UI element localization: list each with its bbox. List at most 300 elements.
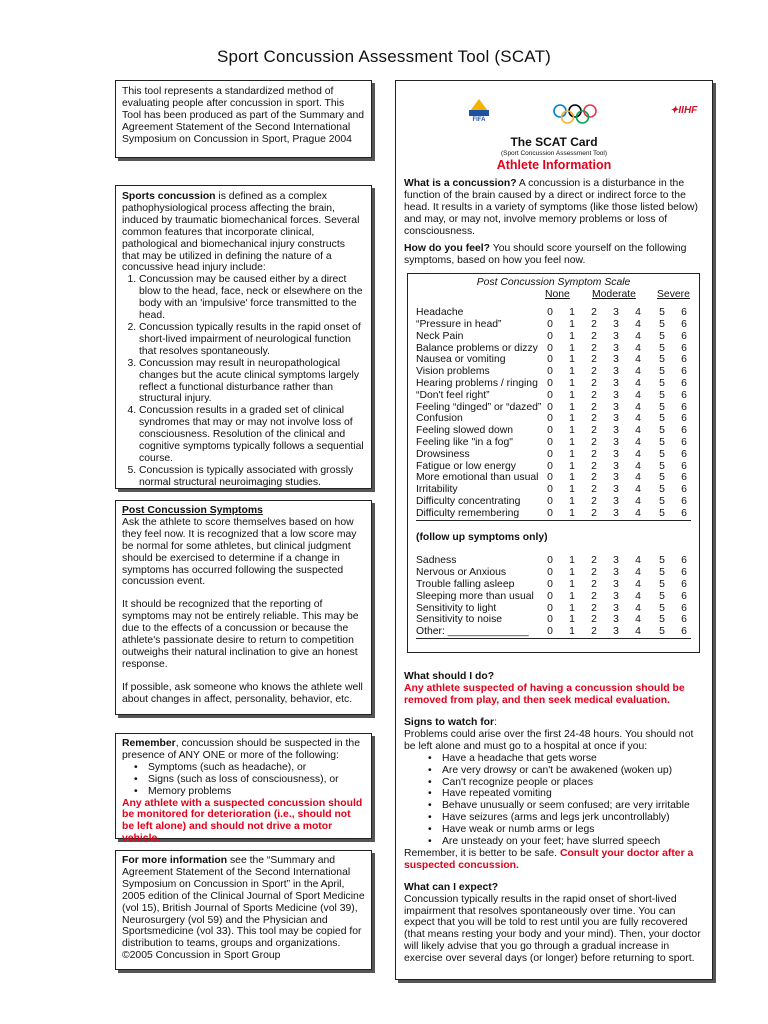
- score-4[interactable]: 4: [635, 460, 641, 472]
- how-do-you-feel: [404, 243, 704, 267]
- score-3[interactable]: 3: [613, 436, 619, 448]
- symptom-row: [408, 461, 699, 473]
- definition-item: 4. Concussion results in a graded set of clinical syndromes that may or may not involve loss of consciousness. Resolution of the clinical and cognitive symptoms typically follows a sequential course.: [139, 405, 365, 465]
- score-0[interactable]: 0: [547, 448, 553, 460]
- score-4[interactable]: 4: [635, 602, 641, 614]
- score-3[interactable]: 3: [613, 472, 619, 484]
- score-0[interactable]: 0: [547, 507, 553, 519]
- score-5[interactable]: 5: [659, 389, 665, 401]
- score-4[interactable]: 4: [635, 448, 641, 460]
- score-4[interactable]: 4: [635, 567, 641, 579]
- feel-question: How do you feel?: [404, 243, 491, 255]
- score-3[interactable]: 3: [613, 401, 619, 413]
- score-3[interactable]: 3: [613, 448, 619, 460]
- score-1[interactable]: 1: [569, 555, 575, 567]
- score-6[interactable]: 6: [681, 307, 687, 319]
- definition-item: 3. Concussion may result in neuropathological changes but the acute clinical symptoms largely reflect a functional disturbance rather than structural injury.: [139, 358, 365, 406]
- symptom-label: Feeling “dinged” or “dazed”: [416, 401, 542, 413]
- score-3[interactable]: 3: [613, 354, 619, 366]
- scale-header-moderate: Moderate: [592, 289, 636, 301]
- remember-item: • Symptoms (such as headache), or: [148, 762, 365, 774]
- score-1[interactable]: 1: [569, 366, 575, 378]
- score-6[interactable]: 6: [681, 507, 687, 519]
- more-info-box: [115, 850, 372, 970]
- score-0[interactable]: 0: [547, 567, 553, 579]
- intro-text: This tool represents a standardized method of evaluating people after concussion in sport. This Tool has been produced as part of the Summary and Agreement Statement of the Second International Symposium on Concussion in Sport, Prague 2004: [122, 86, 365, 145]
- score-1[interactable]: 1: [569, 590, 575, 602]
- symptom-row: [408, 378, 699, 390]
- expect-answer: Concussion typically results in the rapid onset of short-lived impairment that resolves spontaneously over time. You can expect that you will be told to rest until you are fully recovered (that means resting your body and your mind). Then, your doctor will likely advise that you go through a gradual increase in exercise over several days (or longer) before returning to sport.: [404, 893, 701, 965]
- score-2[interactable]: 2: [591, 448, 597, 460]
- remember-item: • Memory problems: [148, 786, 365, 798]
- symptom-label: Confusion: [416, 413, 463, 425]
- score-4[interactable]: 4: [635, 495, 641, 507]
- symptom-row: [408, 555, 699, 567]
- score-5[interactable]: 5: [659, 377, 665, 389]
- remember-warning: Any athlete with a suspected concussion should be monitored for deterioration (i.e., should not be left alone) and should not drive a motor vehicle.: [122, 797, 363, 845]
- definition-item: 5. Concussion is typically associated with grossly normal structural neuroimaging studies.: [139, 465, 365, 489]
- score-6[interactable]: 6: [681, 590, 687, 602]
- score-3[interactable]: 3: [613, 318, 619, 330]
- remember-item: • Signs (such as loss of consciousness), or: [148, 774, 365, 786]
- symptom-label: Nervous or Anxious: [416, 567, 507, 579]
- score-1[interactable]: 1: [569, 377, 575, 389]
- score-6[interactable]: 6: [681, 436, 687, 448]
- signs-intro: Problems could arise over the first 24-48 hours. You should not be left alone and must go to a hospital at once if you:: [404, 728, 694, 752]
- score-0[interactable]: 0: [547, 354, 553, 366]
- what-should-i-do: [404, 671, 704, 683]
- sign-item: • Behave unusually or seem confused; are very irritable: [442, 800, 704, 812]
- score-0[interactable]: 0: [547, 590, 553, 602]
- better-safe: [404, 848, 704, 872]
- score-0[interactable]: 0: [547, 602, 553, 614]
- score-4[interactable]: 4: [635, 318, 641, 330]
- score-4[interactable]: 4: [635, 307, 641, 319]
- remember-body: , concussion should be suspected in the presence of ANY ONE or more of the following:: [122, 738, 360, 761]
- symptom-row: [408, 307, 699, 319]
- definition-box: [115, 185, 372, 489]
- score-3[interactable]: 3: [613, 484, 619, 496]
- score-2[interactable]: 2: [591, 342, 597, 354]
- score-4[interactable]: 4: [635, 413, 641, 425]
- score-6[interactable]: 6: [681, 484, 687, 496]
- score-2[interactable]: 2: [591, 472, 597, 484]
- score-1[interactable]: 1: [569, 342, 575, 354]
- scale-title: Post Concussion Symptom Scale: [476, 277, 631, 289]
- signs-question: Signs to watch for: [404, 716, 495, 728]
- score-2[interactable]: 2: [591, 377, 597, 389]
- score-6[interactable]: 6: [681, 342, 687, 354]
- symptom-row: [408, 343, 699, 355]
- symptom-row: [408, 603, 699, 615]
- symptom-label: Vision problems: [416, 366, 490, 378]
- score-3[interactable]: 3: [613, 413, 619, 425]
- score-2[interactable]: 2: [591, 579, 597, 590]
- card-subtitle: (Sport Concussion Assessment Tool): [500, 149, 608, 157]
- row-underline: [416, 638, 691, 639]
- score-3[interactable]: 3: [613, 425, 619, 437]
- score-4[interactable]: 4: [635, 366, 641, 378]
- symptom-label: Headache: [416, 307, 464, 319]
- score-6[interactable]: 6: [681, 401, 687, 413]
- symptom-label: Drowsiness: [416, 448, 470, 460]
- score-0[interactable]: 0: [547, 377, 553, 389]
- symptom-label: “Pressure in head”: [416, 318, 502, 330]
- symptom-label: Difficulty concentrating: [416, 495, 521, 507]
- score-5[interactable]: 5: [659, 495, 665, 507]
- score-4[interactable]: 4: [635, 330, 641, 342]
- score-3[interactable]: 3: [613, 330, 619, 342]
- remember-box: [115, 733, 372, 845]
- symptom-label: Sleeping more than usual: [416, 590, 534, 602]
- score-1[interactable]: 1: [569, 495, 575, 507]
- expect-question: What can I expect?: [404, 881, 499, 893]
- score-6[interactable]: 6: [681, 377, 687, 389]
- score-0[interactable]: 0: [547, 436, 553, 448]
- intro-box: [115, 80, 372, 158]
- signs-heading: [404, 717, 704, 729]
- score-4[interactable]: 4: [635, 389, 641, 401]
- score-2[interactable]: 2: [591, 555, 597, 567]
- score-3[interactable]: 3: [613, 460, 619, 472]
- score-4[interactable]: 4: [635, 425, 641, 437]
- symptom-label: Hearing problems / ringing: [416, 377, 538, 389]
- score-5[interactable]: 5: [659, 555, 665, 567]
- score-4[interactable]: 4: [635, 342, 641, 354]
- score-5[interactable]: 5: [659, 507, 665, 519]
- score-1[interactable]: 1: [569, 507, 575, 519]
- definition-item: 2. Concussion typically results in the rapid onset of short-lived impairment of neurological function that resolves spontaneously.: [139, 322, 365, 358]
- score-3[interactable]: 3: [613, 602, 619, 614]
- score-0[interactable]: 0: [547, 366, 553, 378]
- scale-header: [408, 289, 699, 302]
- score-3[interactable]: 3: [613, 555, 619, 567]
- score-0[interactable]: 0: [547, 401, 553, 413]
- follow-up-label: (follow up symptoms only): [416, 531, 548, 543]
- score-6[interactable]: 6: [681, 602, 687, 614]
- score-3[interactable]: 3: [613, 567, 619, 579]
- score-6[interactable]: 6: [681, 614, 687, 626]
- follow-up-rows: [408, 555, 699, 638]
- score-2[interactable]: 2: [591, 436, 597, 448]
- score-5[interactable]: 5: [659, 413, 665, 425]
- score-4[interactable]: 4: [635, 626, 641, 638]
- do-answer: Any athlete suspected of having a concussion should be removed from play, and then seek medical evaluation.: [404, 683, 685, 707]
- score-2[interactable]: 2: [591, 484, 597, 496]
- safe-red-text: Consult your doctor after a suspected concussion.: [404, 847, 694, 871]
- post-p3: If possible, ask someone who knows the athlete well about changes in affect, personality, behavior, etc.: [122, 681, 363, 705]
- score-6[interactable]: 6: [681, 495, 687, 507]
- symptom-row: [408, 626, 699, 638]
- score-6[interactable]: 6: [681, 318, 687, 330]
- score-0[interactable]: 0: [547, 460, 553, 472]
- score-5[interactable]: 5: [659, 614, 665, 626]
- score-0[interactable]: 0: [547, 413, 553, 425]
- symptom-row: [408, 484, 699, 496]
- score-0[interactable]: 0: [547, 389, 553, 401]
- score-6[interactable]: 6: [681, 354, 687, 366]
- score-4[interactable]: 4: [635, 436, 641, 448]
- symptom-row: [408, 354, 699, 366]
- remember-text: [122, 738, 365, 762]
- symptom-label: Fatigue or low energy: [416, 460, 516, 472]
- score-2[interactable]: 2: [591, 366, 597, 378]
- score-5[interactable]: 5: [659, 330, 665, 342]
- score-1[interactable]: 1: [569, 472, 575, 484]
- score-1[interactable]: 1: [569, 413, 575, 425]
- score-5[interactable]: 5: [659, 579, 665, 590]
- score-1[interactable]: 1: [569, 401, 575, 413]
- score-0[interactable]: 0: [547, 579, 553, 590]
- score-4[interactable]: 4: [635, 484, 641, 496]
- sign-item: • Have seizures (arms and legs jerk uncontrollably): [442, 812, 704, 824]
- score-2[interactable]: 2: [591, 425, 597, 437]
- score-5[interactable]: 5: [659, 436, 665, 448]
- what-can-i-expect: [404, 882, 704, 894]
- scale-header-none: None: [545, 289, 570, 301]
- symptom-row: [408, 591, 699, 603]
- score-2[interactable]: 2: [591, 307, 597, 319]
- signs-list: [404, 753, 704, 848]
- olympic-rings-logo: [552, 103, 598, 125]
- logo-row: [404, 85, 704, 121]
- symptom-row: [408, 449, 699, 461]
- fifa-logo: [464, 97, 494, 125]
- symptom-label: Sensitivity to noise: [416, 614, 503, 626]
- score-6[interactable]: 6: [681, 330, 687, 342]
- score-2[interactable]: 2: [591, 413, 597, 425]
- score-0[interactable]: 0: [547, 484, 553, 496]
- score-1[interactable]: 1: [569, 614, 575, 626]
- score-2[interactable]: 2: [591, 614, 597, 626]
- score-5[interactable]: 5: [659, 484, 665, 496]
- sign-item: • Have weak or numb arms or legs: [442, 824, 704, 836]
- score-1[interactable]: 1: [569, 330, 575, 342]
- score-2[interactable]: 2: [591, 507, 597, 519]
- score-3[interactable]: 3: [613, 626, 619, 638]
- score-0[interactable]: 0: [547, 495, 553, 507]
- score-5[interactable]: 5: [659, 602, 665, 614]
- score-0[interactable]: 0: [547, 614, 553, 626]
- score-1[interactable]: 1: [569, 579, 575, 590]
- score-6[interactable]: 6: [681, 413, 687, 425]
- score-2[interactable]: 2: [591, 602, 597, 614]
- score-1[interactable]: 1: [569, 318, 575, 330]
- symptom-label: Balance problems or dizzy: [416, 342, 538, 354]
- score-1[interactable]: 1: [569, 354, 575, 366]
- symptom-label: Sadness: [416, 555, 457, 567]
- score-0[interactable]: 0: [547, 342, 553, 354]
- symptom-label: Irritability: [416, 484, 458, 496]
- score-5[interactable]: 5: [659, 460, 665, 472]
- score-6[interactable]: 6: [681, 389, 687, 401]
- score-5[interactable]: 5: [659, 342, 665, 354]
- symptom-label: Feeling like "in a fog": [416, 436, 513, 448]
- score-6[interactable]: 6: [681, 579, 687, 590]
- score-0[interactable]: 0: [547, 555, 553, 567]
- score-0[interactable]: 0: [547, 318, 553, 330]
- remember-list: [122, 762, 365, 798]
- symptom-row: [408, 437, 699, 449]
- score-4[interactable]: 4: [635, 354, 641, 366]
- score-4[interactable]: 4: [635, 590, 641, 602]
- score-3[interactable]: 3: [613, 495, 619, 507]
- what-question: What is a concussion?: [404, 177, 517, 189]
- symptom-rows: [408, 307, 699, 519]
- symptom-row: [408, 567, 699, 579]
- score-2[interactable]: 2: [591, 460, 597, 472]
- symptom-row: [408, 413, 699, 425]
- score-5[interactable]: 5: [659, 401, 665, 413]
- score-5[interactable]: 5: [659, 318, 665, 330]
- score-3[interactable]: 3: [613, 389, 619, 401]
- definition-item: 1. Concussion may be caused either by a direct blow to the head, face, neck or elsewhere on the body with an 'impulsive' force transmitted to the head.: [139, 274, 365, 322]
- score-4[interactable]: 4: [635, 579, 641, 590]
- score-6[interactable]: 6: [681, 448, 687, 460]
- score-3[interactable]: 3: [613, 342, 619, 354]
- score-3[interactable]: 3: [613, 366, 619, 378]
- scale-header-severe: Severe: [657, 289, 690, 301]
- score-5[interactable]: 5: [659, 590, 665, 602]
- score-2[interactable]: 2: [591, 354, 597, 366]
- score-4[interactable]: 4: [635, 472, 641, 484]
- symptom-label: Sensitivity to light: [416, 602, 497, 614]
- post-symptoms-box: [115, 500, 372, 715]
- more-lead: For more information: [122, 855, 228, 866]
- score-2[interactable]: 2: [591, 590, 597, 602]
- score-3[interactable]: 3: [613, 590, 619, 602]
- symptom-row: [408, 425, 699, 437]
- score-2[interactable]: 2: [591, 318, 597, 330]
- post-p1: Ask the athlete to score themselves based on how they feel now. It is recognized that a low score may be normal for some athletes, but clinical judgment should be exercised to determine if a change in symptoms has occurred following the suspected concussion event.: [122, 516, 357, 588]
- safe-text: Remember, it is better to be safe.: [404, 847, 558, 859]
- score-1[interactable]: 1: [569, 389, 575, 401]
- post-p2: It should be recognized that the reporting of symptoms may not be entirely reliable. This may be due to the effects of a concussion or because the athlete's passionate desire to return to competition outweighs their natural inclination to give an honest response.: [122, 599, 359, 670]
- score-4[interactable]: 4: [635, 555, 641, 567]
- score-6[interactable]: 6: [681, 460, 687, 472]
- symptom-label: Difficulty remembering: [416, 507, 520, 519]
- score-4[interactable]: 4: [635, 614, 641, 626]
- score-1[interactable]: 1: [569, 307, 575, 319]
- score-3[interactable]: 3: [613, 307, 619, 319]
- score-2[interactable]: 2: [591, 567, 597, 579]
- score-6[interactable]: 6: [681, 425, 687, 437]
- score-6[interactable]: 6: [681, 366, 687, 378]
- scat-card: [395, 80, 713, 980]
- score-5[interactable]: 5: [659, 425, 665, 437]
- score-5[interactable]: 5: [659, 354, 665, 366]
- signs-colon: :: [494, 716, 497, 728]
- sign-item: • Have a headache that gets worse: [442, 753, 704, 765]
- symptom-label: Trouble falling asleep: [416, 579, 515, 590]
- score-2[interactable]: 2: [591, 389, 597, 401]
- score-5[interactable]: 5: [659, 626, 665, 638]
- card-title: The SCAT Card: [510, 135, 598, 149]
- symptom-row: [408, 472, 699, 484]
- what-is-concussion: [404, 178, 704, 238]
- athlete-info-heading: Athlete Information: [496, 157, 612, 172]
- score-4[interactable]: 4: [635, 401, 641, 413]
- score-5[interactable]: 5: [659, 472, 665, 484]
- symptom-row: [408, 496, 699, 508]
- more-body: see the “Summary and Agreement Statement of the Second International Symposium on Concussion in Sport” in the April, 2005 edition of the Clinical Journal of Sport Medicine (vol 15), British Journal of Sports Medicine (vol 39), Neurosurgery (vol 59) and the Physician and Sportsmedicine (vol 33). This tool may be copied for distribution to teams, groups and organizations.: [122, 855, 365, 950]
- symptom-row: [408, 331, 699, 343]
- score-3[interactable]: 3: [613, 614, 619, 626]
- iihf-mark-icon: ✦: [670, 105, 679, 116]
- page-title: Sport Concussion Assessment Tool (SCAT): [216, 47, 552, 66]
- score-1[interactable]: 1: [569, 460, 575, 472]
- score-1[interactable]: 1: [569, 567, 575, 579]
- score-0[interactable]: 0: [547, 626, 553, 638]
- score-2[interactable]: 2: [591, 401, 597, 413]
- score-3[interactable]: 3: [613, 377, 619, 389]
- score-0[interactable]: 0: [547, 330, 553, 342]
- sign-item: • Can't recognize people or places: [442, 777, 704, 789]
- score-1[interactable]: 1: [569, 484, 575, 496]
- symptom-label: Other: ______________: [416, 626, 529, 638]
- score-4[interactable]: 4: [635, 377, 641, 389]
- score-2[interactable]: 2: [591, 495, 597, 507]
- sign-item: • Are unsteady on your feet; have slurred speech: [442, 836, 704, 848]
- symptom-scale: [407, 273, 700, 653]
- symptom-row: [408, 402, 699, 414]
- definition-text: [122, 191, 365, 274]
- symptom-row: [408, 614, 699, 626]
- definition-lead: Sports concussion: [122, 191, 216, 202]
- score-3[interactable]: 3: [613, 507, 619, 519]
- score-1[interactable]: 1: [569, 436, 575, 448]
- remember-lead: Remember: [122, 738, 176, 749]
- score-6[interactable]: 6: [681, 472, 687, 484]
- score-2[interactable]: 2: [591, 626, 597, 638]
- definition-list: [122, 274, 365, 488]
- score-3[interactable]: 3: [613, 579, 619, 590]
- symptom-row: [408, 366, 699, 378]
- fifa-logo-text: FIFA: [472, 117, 486, 123]
- score-1[interactable]: 1: [569, 602, 575, 614]
- score-1[interactable]: 1: [569, 448, 575, 460]
- symptom-row: [408, 319, 699, 331]
- symptom-row: [408, 579, 699, 591]
- score-5[interactable]: 5: [659, 567, 665, 579]
- iihf-logo-text: IIHF: [678, 105, 698, 116]
- score-6[interactable]: 6: [681, 555, 687, 567]
- symptom-label: More emotional than usual: [416, 472, 539, 484]
- score-4[interactable]: 4: [635, 507, 641, 519]
- do-question: What should I do?: [404, 671, 495, 683]
- sign-item: • Have repeated vomiting: [442, 788, 704, 800]
- score-0[interactable]: 0: [547, 472, 553, 484]
- score-2[interactable]: 2: [591, 330, 597, 342]
- score-1[interactable]: 1: [569, 425, 575, 437]
- symptom-row: [408, 508, 699, 520]
- more-info-text: [122, 855, 365, 950]
- sign-item: • Are very drowsy or can't be awakened (woken up): [442, 765, 704, 777]
- score-0[interactable]: 0: [547, 425, 553, 437]
- symptom-label: “Don't feel right”: [416, 389, 490, 401]
- score-0[interactable]: 0: [547, 307, 553, 319]
- score-6[interactable]: 6: [681, 626, 687, 638]
- score-5[interactable]: 5: [659, 448, 665, 460]
- symptom-row: [408, 390, 699, 402]
- score-6[interactable]: 6: [681, 567, 687, 579]
- symptom-label: Nausea or vomiting: [416, 354, 506, 366]
- feel-answer: You should score yourself on the following symptoms, based on how you feel now.: [404, 243, 687, 267]
- definition-body: is defined as a complex pathophysiological process affecting the brain, induced by traumatic biomechanical forces. Several common features that incorporate clinical, pathological and biomechanical injury constructs that may be utilized in defining the nature of a concussive head injury include:: [122, 191, 360, 274]
- score-5[interactable]: 5: [659, 307, 665, 319]
- score-1[interactable]: 1: [569, 626, 575, 638]
- score-5[interactable]: 5: [659, 366, 665, 378]
